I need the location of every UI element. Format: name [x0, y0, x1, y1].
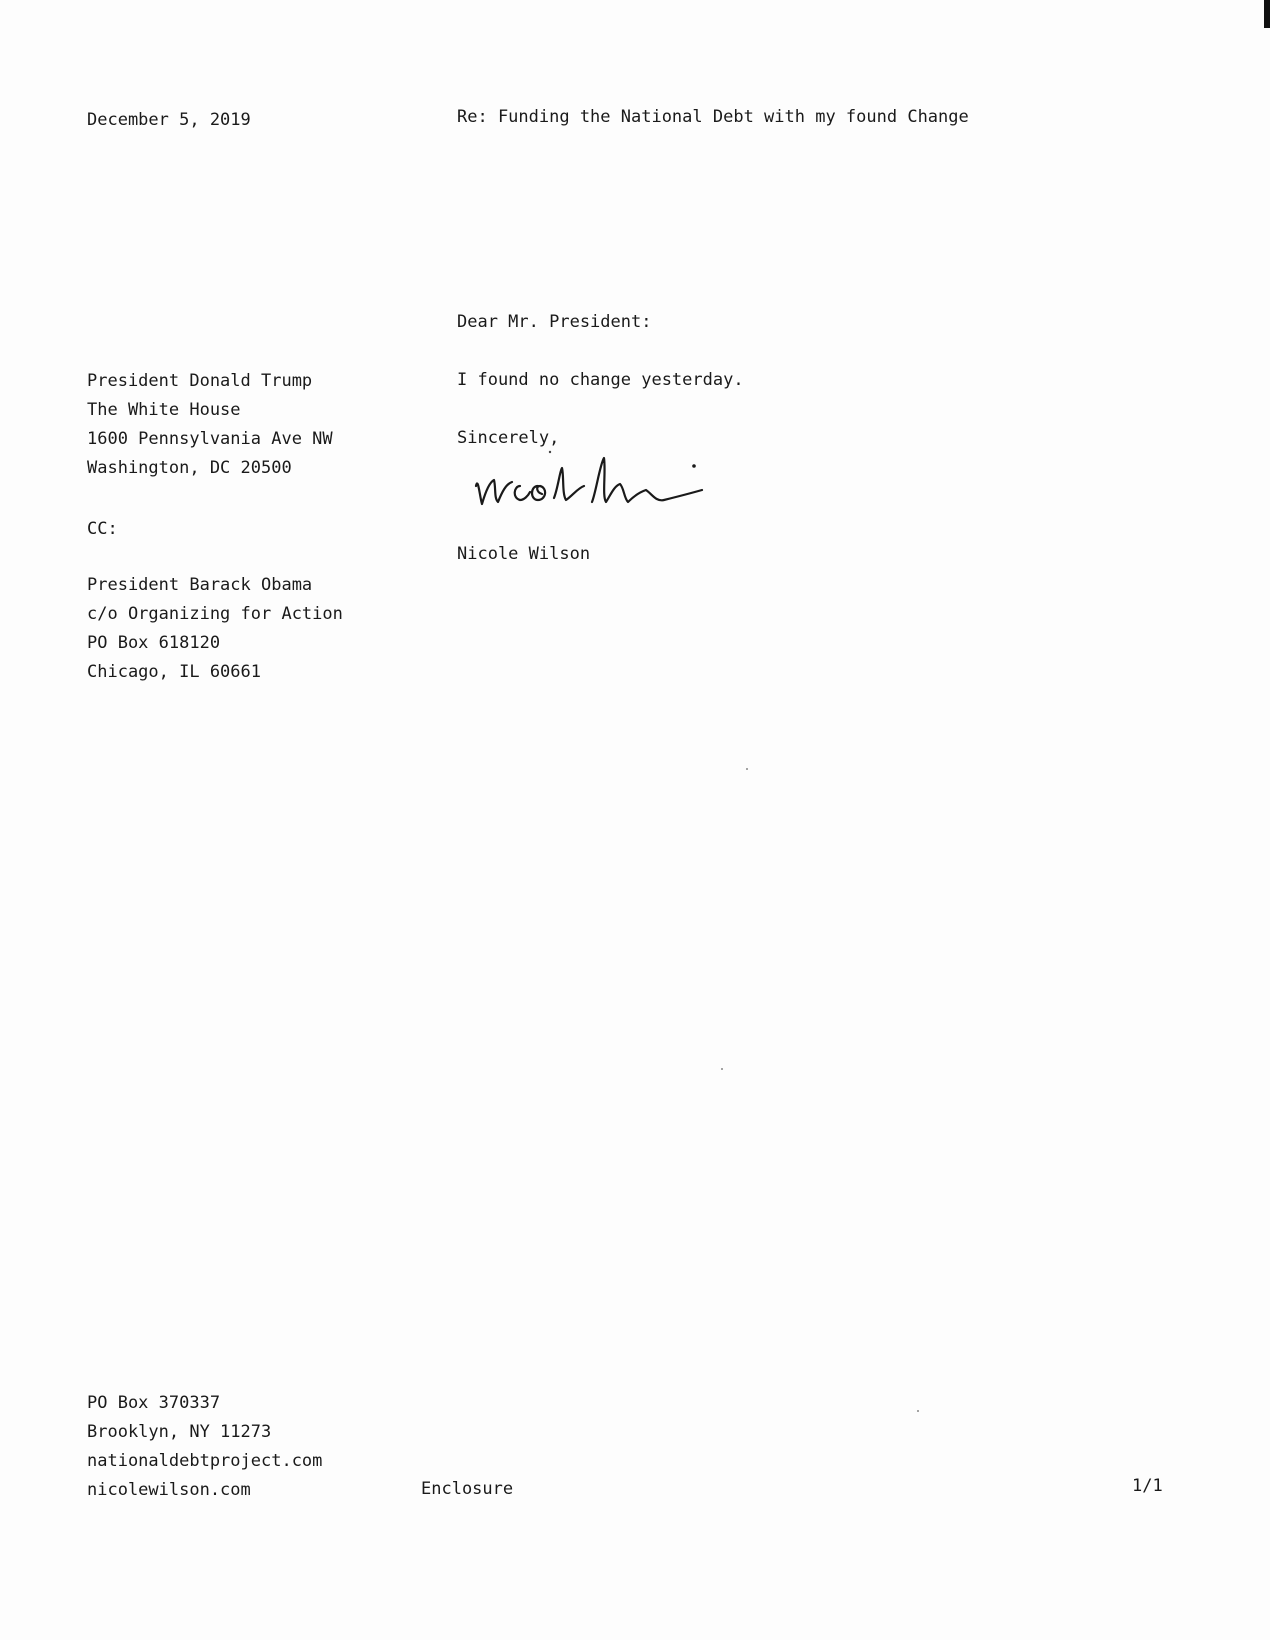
recipient-line: 1600 Pennsylvania Ave NW: [87, 429, 333, 449]
letter-body: I found no change yesterday.: [457, 370, 744, 390]
handwritten-signature: [468, 446, 748, 516]
enclosure-note: Enclosure: [421, 1479, 514, 1499]
sender-line: nicolewilson.com: [87, 1480, 251, 1500]
sender-line: Brooklyn, NY 11273: [87, 1422, 272, 1442]
cc-recipient-line: PO Box 618120: [87, 633, 221, 653]
cc-recipient-line: Chicago, IL 60661: [87, 662, 261, 682]
cc-recipient-line: President Barack Obama: [87, 575, 313, 595]
letter-date: December 5, 2019: [87, 110, 251, 130]
sender-line: nationaldebtproject.com: [87, 1451, 323, 1471]
letter-subject: Re: Funding the National Debt with my found Change: [457, 107, 969, 127]
closing: Sincerely,: [457, 428, 560, 448]
recipient-address: [87, 367, 333, 483]
salutation: Dear Mr. President:: [457, 312, 652, 332]
recipient-line: President Donald Trump: [87, 371, 313, 391]
page-number: 1/1: [1132, 1476, 1163, 1496]
signer-name: Nicole Wilson: [457, 544, 591, 564]
cc-recipient-line: c/o Organizing for Action: [87, 604, 343, 624]
sender-line: PO Box 370337: [87, 1393, 221, 1413]
sender-address: [87, 1389, 322, 1505]
cc-label: CC:: [87, 519, 118, 539]
scan-edge-mark: [1264, 0, 1270, 28]
recipient-line: Washington, DC 20500: [87, 458, 292, 478]
scan-speck: [721, 1068, 723, 1070]
cc-recipient-address: [87, 571, 343, 687]
recipient-line: The White House: [87, 400, 241, 420]
scan-speck: [917, 1410, 919, 1412]
scan-speck: [746, 768, 748, 770]
